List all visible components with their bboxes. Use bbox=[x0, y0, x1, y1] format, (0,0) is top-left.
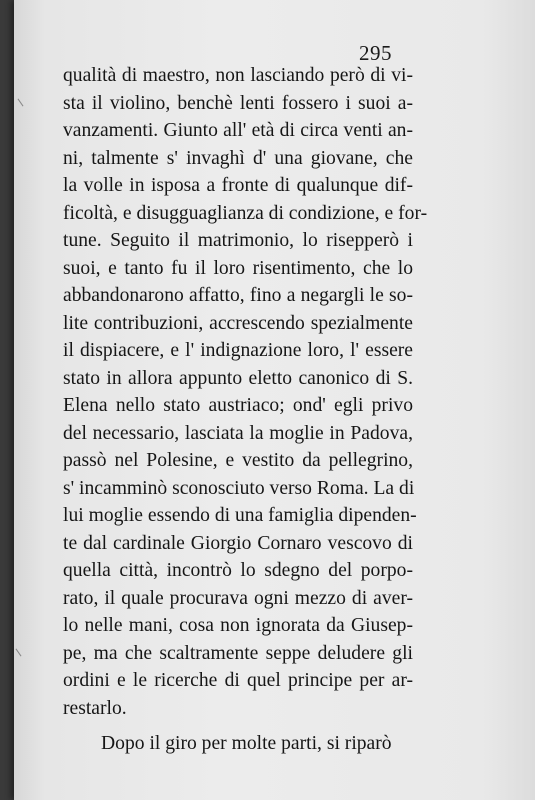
text-line: del necessario, lasciata la moglie in Padova, bbox=[63, 422, 413, 444]
text-line: Elena nello stato austriaco; ond' egli privo bbox=[63, 395, 413, 416]
text-line: restarlo. bbox=[63, 697, 127, 719]
text-line: abbandonarono affatto, fino a negargli le so- bbox=[63, 285, 413, 306]
body-text bbox=[63, 62, 428, 758]
text-line: lo nelle mani, cosa non ignorata da Giusep- bbox=[63, 615, 413, 636]
margin-mark bbox=[16, 649, 22, 657]
text-line: rato, il quale procurava ogni mezzo di aver- bbox=[63, 587, 413, 609]
text-line: s' incamminò sconosciuto verso Roma. La di bbox=[63, 477, 415, 499]
text-line: qualità di maestro, non lasciando però di vi- bbox=[63, 65, 413, 86]
text-line: sta il violino, benchè lenti fossero i suoi a- bbox=[63, 92, 413, 114]
text-line: ni, talmente s' invaghì d' una giovane, che bbox=[63, 147, 413, 169]
text-line: ficoltà, e disugguaglianza di condizione, e for- bbox=[63, 202, 428, 224]
paragraph-start-line: Dopo il giro per molte parti, si riparò bbox=[101, 733, 392, 754]
text-line: il dispiacere, e l' indignazione loro, l' essere bbox=[63, 340, 413, 361]
margin-mark bbox=[18, 99, 24, 107]
text-line: suoi, e tanto fu il loro risentimento, che lo bbox=[63, 257, 413, 279]
text-line: ordini e le ricerche di quel principe per ar- bbox=[63, 670, 413, 691]
text-line: pe, ma che scaltramente seppe deludere gli bbox=[63, 642, 413, 664]
text-line: tune. Seguito il matrimonio, lo risepperò i bbox=[63, 230, 413, 251]
text-line: te dal cardinale Giorgio Cornaro vescovo di bbox=[63, 532, 413, 554]
text-line: vanzamenti. Giunto all' età di circa venti an- bbox=[63, 120, 413, 141]
page-number: 295 bbox=[359, 41, 392, 65]
text-line: passò nel Polesine, e vestito da pellegrino, bbox=[63, 450, 413, 471]
text-line: la volle in isposa a fronte di qualunque dif- bbox=[63, 175, 413, 196]
text-line: lite contribuzioni, accrescendo spezialmente bbox=[63, 312, 413, 334]
text-line: lui moglie essendo di una famiglia dipenden- bbox=[63, 505, 417, 526]
text-line: quella città, incontrò lo sdegno del porpo- bbox=[63, 560, 413, 581]
text-line: stato in allora appunto eletto canonico di S. bbox=[63, 367, 413, 389]
book-page bbox=[14, 0, 535, 800]
